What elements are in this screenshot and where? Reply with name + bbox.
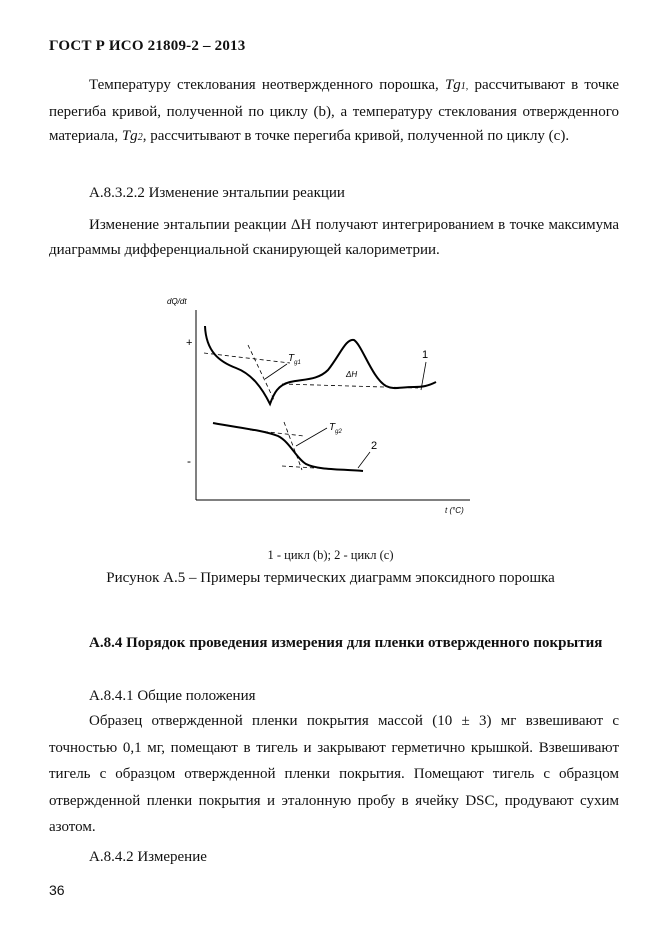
paragraph-enthalpy: Изменение энтальпии реакции ΔH получают интегрированием в точке максимума диаграммы дифференциальной сканирующей калориметрии. — [49, 217, 619, 258]
tg1-label: $T_{g1}$ — [288, 353, 301, 366]
tg2-label: $T_{g2}$ — [329, 422, 342, 435]
subsection-heading-a8322: А.8.3.2.2 Изменение энтальпии реакции — [89, 185, 345, 201]
paragraph-text-1: Температуру стеклования неотвержденного порошка, — [89, 77, 439, 93]
document-header: ГОСТ Р ИСО 21809-2 – 2013 — [49, 38, 246, 54]
subsection-heading-a842: А.8.4.2 Измерение — [89, 849, 207, 865]
paragraph-text-2: рассчитывают в точке перегиба кривой, полученной по циклу (b), а температуру стеклования отвержденного материала, — [49, 77, 619, 144]
y-axis-label: dQ/dt — [167, 297, 187, 306]
section-heading-a84: А.8.4 Порядок проведения измерения для пленки отвержденного покрытия — [89, 635, 603, 651]
curve-1-label: 1 — [422, 349, 429, 361]
tg2-leader — [296, 428, 327, 446]
figure-legend: 1 - цикл (b); 2 - цикл (c) — [267, 548, 394, 562]
plus-sign: + — [186, 337, 193, 349]
curve-2-label: 2 — [371, 440, 378, 452]
paragraph-text-3: , рассчитывают в точке перегиба кривой, полученной по циклу (c). — [142, 128, 570, 144]
subsection-heading-a841: А.8.4.1 Общие положения — [89, 688, 256, 704]
inflection-tangent-1 — [248, 345, 274, 400]
tg1-symbol: Tg1, — [444, 77, 469, 93]
minus-sign: - — [187, 454, 191, 468]
figure-caption: Рисунок А.5 – Примеры термических диаграмм эпоксидного порошка — [106, 570, 555, 586]
paragraph-sample-preparation: Образец отвержденной пленки покрытия массой (10 ± 3) мг взвешивают с точностью 0,1 мг, помещают в тигель и закрывают герметично крышкой. Взвешивают тигель с образцом отвержденной пленки покрытия. Помещают тигель с образцом отвержденной пленки покрытия и эталонную пробу в ячейку DSC, продувают сухим азотом. — [49, 713, 619, 835]
curve-2-leader — [358, 452, 370, 468]
curve-1 — [205, 326, 436, 404]
page-number: 36 — [49, 882, 65, 898]
tg2-symbol: Tg2 — [121, 128, 143, 144]
delta-h-label: ΔH — [346, 370, 358, 379]
inflection-tangent-2 — [284, 422, 302, 470]
x-axis-label: t (°C) — [445, 506, 464, 515]
enthalpy-baseline — [282, 384, 418, 388]
tg1-leader — [265, 364, 287, 379]
